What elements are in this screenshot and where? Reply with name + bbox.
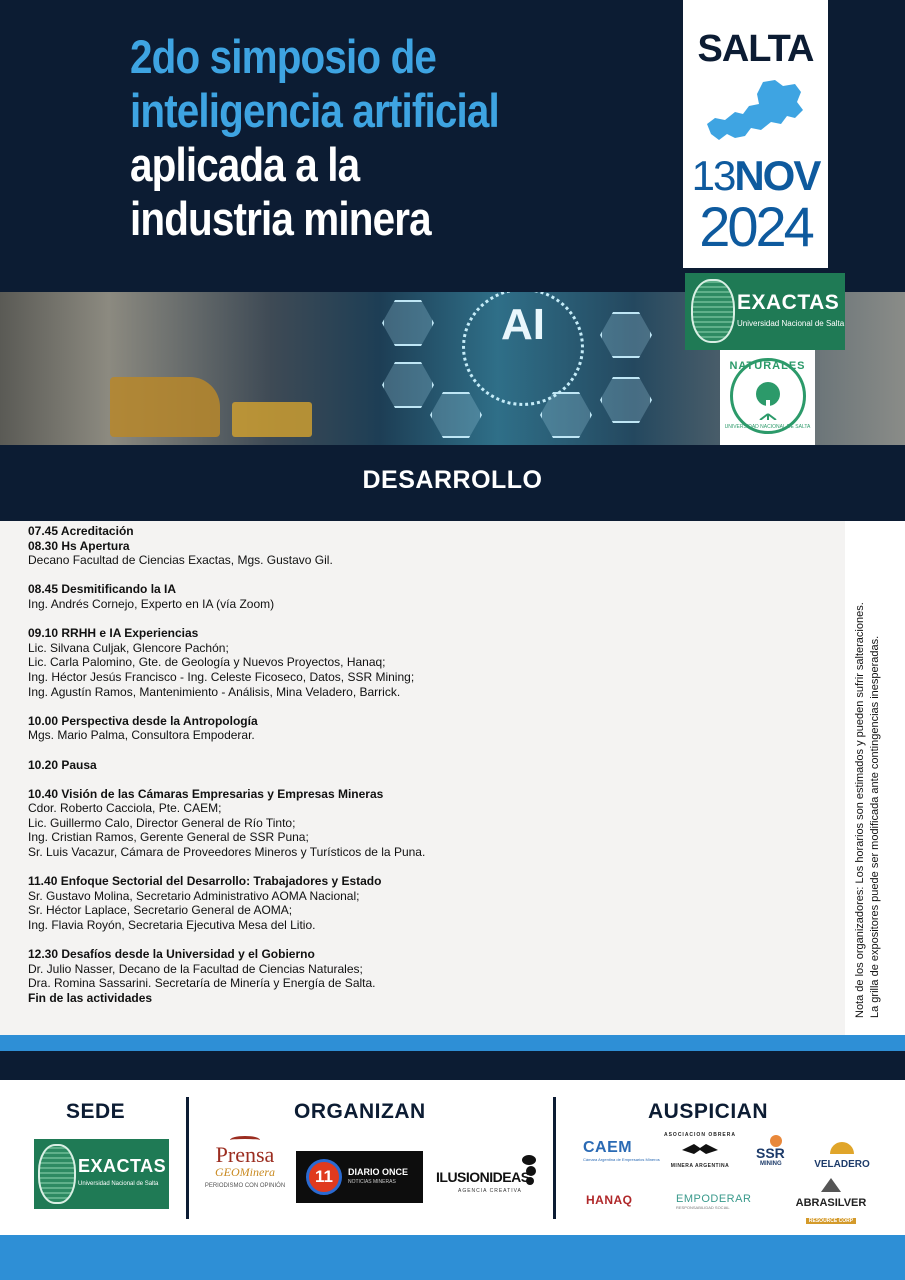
sede-logo-name: EXACTAS — [78, 1156, 167, 1176]
title-line-4: industria minera — [130, 192, 431, 245]
hex-icon — [382, 362, 434, 408]
tree-icon — [752, 380, 784, 420]
program-block — [28, 626, 818, 699]
abrasilver-sub: RESOURCE CORP — [806, 1218, 856, 1224]
diario-number: 11 — [306, 1159, 342, 1195]
ssr-logo — [756, 1135, 796, 1171]
auspician-title: AUSPICIAN — [648, 1100, 769, 1123]
organizers-note — [853, 558, 883, 1018]
program-speaker: Sr. Héctor Laplace, Secretario General de AOMA; — [28, 903, 293, 918]
truck-shape — [232, 402, 312, 437]
program-heading: 08.45 Desmitificando la IA — [28, 582, 177, 597]
aoma-top: ASOCIACION OBRERA — [663, 1132, 736, 1138]
program-heading: 07.45 Acreditación — [28, 524, 134, 538]
exactas-seal-icon — [38, 1144, 76, 1204]
program-speaker: Sr. Gustavo Molina, Secretario Administrativo AOMA Nacional; — [28, 888, 360, 903]
ilusionideas-logo — [436, 1155, 546, 1200]
program-speaker: Dra. Romina Sassarini. Secretaría de Minería y Energía de Salta. — [28, 976, 376, 991]
dark-bar — [0, 1051, 905, 1080]
empoderar-logo — [676, 1193, 764, 1215]
program-block — [28, 758, 818, 773]
program-speaker: Sr. Luis Vacazur, Cámara de Proveedores Mineros y Turísticos de la Puna. — [28, 845, 426, 860]
veladero-name: VELADERO — [814, 1159, 870, 1170]
veladero-logo — [812, 1138, 872, 1170]
exactas-name: EXACTAS — [737, 291, 840, 314]
program-heading: Fin de las actividades — [28, 991, 153, 1005]
eye-icon — [230, 1136, 260, 1144]
program-heading: 09.10 RRHH e IA Experiencias — [28, 626, 199, 641]
prensa-name: Prensa — [215, 1142, 275, 1167]
sun-icon — [827, 1138, 857, 1154]
sede-logo-sub: Universidad Nacional de Salta — [78, 1181, 159, 1187]
program-heading: 11.40 Enfoque Sectorial del Desarrollo: Trabajadores y Estado — [28, 874, 382, 889]
program-block — [28, 582, 818, 611]
date-day-month — [683, 152, 828, 200]
program-speaker: Lic. Silvana Culjak, Glencore Pachón; — [28, 640, 229, 655]
diario-name: DIARIO ONCE — [348, 1167, 409, 1177]
abrasilver-name: ABRASILVER — [795, 1197, 867, 1209]
naturales-logo — [720, 350, 815, 445]
ilusion-name: ILUSIONIDEAS — [436, 1169, 530, 1185]
program-block — [28, 714, 818, 743]
prensa-sub: GEOMinera — [215, 1165, 275, 1179]
section-title: DESARROLLO — [362, 466, 543, 494]
program-heading: 10.20 Pausa — [28, 757, 97, 772]
program-speaker: Ing. Cristian Ramos, Gerente General de SSR Puna; — [28, 830, 309, 845]
sede-exactas-logo — [34, 1139, 169, 1209]
program-block — [28, 874, 818, 932]
hex-icon — [600, 312, 652, 358]
exactas-logo-top — [685, 273, 845, 350]
date-box — [683, 0, 828, 268]
exactas-sub: Universidad Nacional de Salta — [737, 319, 845, 328]
diario-once-logo — [296, 1151, 423, 1203]
ssr-name: SSR — [756, 1145, 785, 1161]
salta-map-icon — [705, 78, 805, 150]
organizan-title: ORGANIZAN — [294, 1100, 426, 1123]
program-speaker: Decano Facultad de Ciencias Exactas, Mgs. Gustavo Gil. — [28, 553, 333, 568]
caem-name: CAEM — [583, 1139, 633, 1156]
date-month: NOV — [734, 152, 820, 199]
title-line-3: aplicada a la — [130, 138, 360, 191]
program-speaker: Lic. Carla Palomino, Gte. de Geología y Nuevos Proyectos, Hanaq; — [28, 655, 386, 670]
hex-icon — [430, 392, 482, 438]
note-line-1: Nota de los organizadores: Los horarios son estimados y pueden sufrir salteraciones. — [854, 602, 866, 1018]
ilusion-sub: AGENCIA CREATIVA — [458, 1188, 522, 1194]
divider — [553, 1097, 556, 1219]
diario-sub: NOTICIAS MINERAS — [348, 1179, 396, 1185]
program-speaker: Mgs. Mario Palma, Consultora Empoderar. — [28, 728, 255, 743]
prensa-geominera-logo — [200, 1142, 290, 1212]
exactas-seal-icon — [691, 279, 735, 343]
empoderar-sub: RESPONSABILIDAD SOCIAL — [676, 1205, 730, 1210]
logo-dot-icon — [522, 1155, 536, 1165]
note-line-2: La grilla de expositores puede ser modificada ante contingencias inesperadas. — [869, 635, 881, 1018]
program-speaker: Ing. Agustín Ramos, Mantenimiento - Análisis, Mina Veladero, Barrick. — [28, 684, 401, 699]
divider — [186, 1097, 189, 1219]
program-heading: 10.00 Perspectiva desde la Antropología — [28, 713, 258, 728]
naturales-sub: UNIVERSIDAD NACIONAL DE SALTA — [724, 424, 811, 430]
program-block — [28, 947, 818, 1005]
ssr-sub: MINING — [760, 1161, 782, 1167]
title-line-2: inteligencia artificial — [130, 84, 499, 137]
hanaq-logo — [586, 1193, 648, 1213]
caem-sub: Cámara Argentina de Empresarios Mineros — [583, 1157, 660, 1162]
sede-title: SEDE — [66, 1100, 126, 1123]
ai-label: AI — [501, 300, 545, 349]
accent-bar-bottom — [0, 1235, 905, 1280]
handshake-icon — [680, 1138, 720, 1158]
program-heading: 10.40 Visión de las Cámaras Empresarias y Empresas Mineras — [28, 786, 384, 801]
abrasilver-logo — [788, 1178, 874, 1224]
empoderar-name: EMPODERAR — [676, 1193, 752, 1205]
program-speaker: Ing. Flavia Royón, Secretaria Ejecutiva Mesa del Litio. — [28, 918, 316, 933]
aoma-bottom: MINERA ARGENTINA — [670, 1163, 730, 1169]
city-label: SALTA — [697, 28, 814, 70]
excavator-shape — [110, 377, 220, 437]
aoma-logo — [660, 1132, 740, 1174]
program-heading: 08.30 Hs Apertura — [28, 538, 130, 553]
title-line-1: 2do simposio de — [130, 30, 437, 83]
date-day: 13 — [691, 152, 735, 199]
mountain-icon — [821, 1178, 841, 1192]
program-speaker: Dr. Julio Nasser, Decano de la Facultad de Ciencias Naturales; — [28, 961, 363, 976]
program-block — [28, 524, 818, 568]
event-title — [130, 30, 594, 246]
accent-bar-top — [0, 1035, 905, 1051]
hex-icon — [382, 300, 434, 346]
hanaq-name: HANAQ — [586, 1193, 633, 1207]
program-block — [28, 787, 818, 860]
program-list — [28, 524, 818, 1020]
prensa-tagline: PERIODISMO CON OPINIÓN — [204, 1183, 286, 1189]
hex-icon — [600, 377, 652, 423]
program-heading: 12.30 Desafíos desde la Universidad y el Gobierno — [28, 947, 315, 962]
naturales-name: NATURALES — [729, 360, 806, 372]
program-speaker: Ing. Andrés Cornejo, Experto en IA (vía Zoom) — [28, 596, 275, 611]
program-speaker: Ing. Héctor Jesús Francisco - Ing. Celeste Ficoseco, Datos, SSR Mining; — [28, 669, 415, 684]
caem-logo — [583, 1139, 660, 1167]
program-speaker: Lic. Guillermo Calo, Director General de Río Tinto; — [28, 815, 296, 830]
program-speaker: Cdor. Roberto Cacciola, Pte. CAEM; — [28, 801, 222, 816]
date-year: 2024 — [699, 195, 812, 258]
